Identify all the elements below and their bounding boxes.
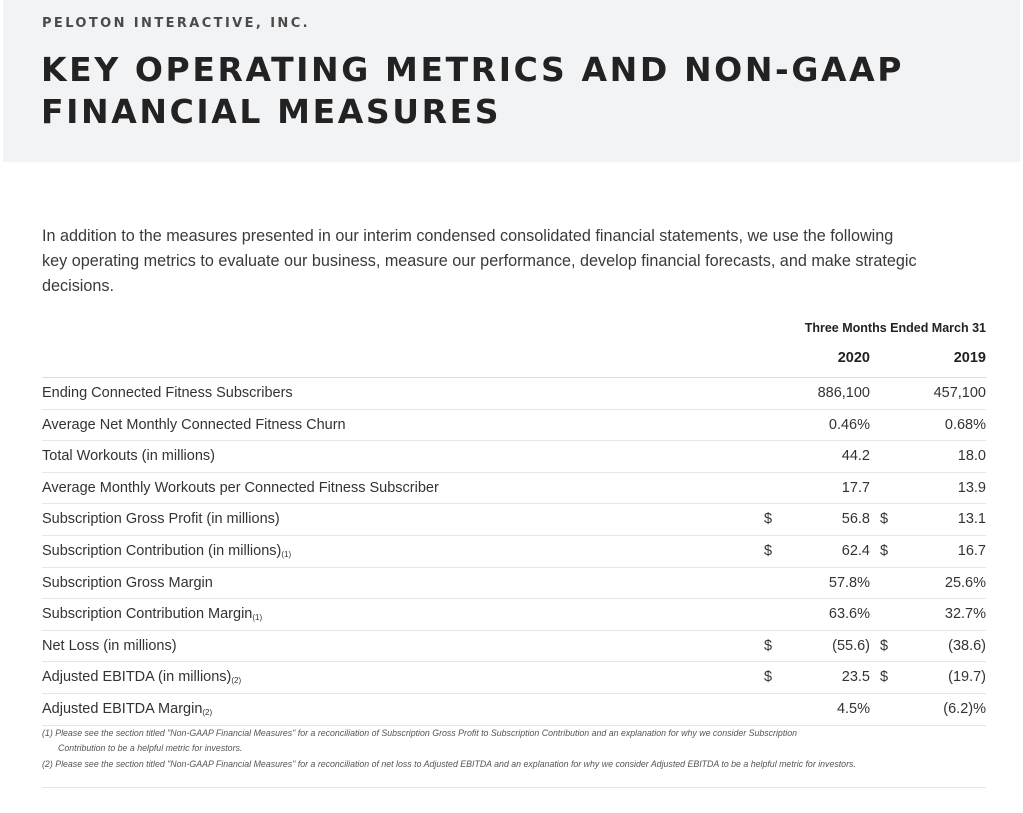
currency-2020: $ (764, 542, 773, 559)
currency-2019: $ (880, 637, 889, 654)
row-label (42, 417, 346, 433)
row-label-text: Total Workouts (in millions) (42, 448, 215, 465)
company-name: PELOTON INTERACTIVE, INC. (42, 16, 310, 31)
row-label (42, 638, 177, 654)
row-label (42, 480, 439, 496)
row-label-text: Subscription Gross Profit (in millions) (42, 511, 280, 528)
table-row (42, 662, 986, 694)
footnote-marker: (1) (281, 549, 292, 559)
row-label-text: Subscription Contribution Margin (42, 606, 253, 623)
table-row (42, 599, 986, 631)
currency-2020: $ (764, 511, 773, 528)
footnotes (42, 726, 986, 772)
row-label (42, 385, 293, 401)
year-header-2020: 2020 (837, 350, 870, 366)
table-body (42, 378, 986, 726)
value-2020: 886,100 (817, 385, 870, 401)
table-row (42, 631, 986, 663)
value-2019: 457,100 (933, 385, 986, 401)
value-2019: 18.0 (957, 448, 986, 465)
row-label (42, 511, 280, 527)
value-2020: 63.6% (828, 606, 870, 623)
value-2020: 4.5% (836, 700, 870, 717)
row-label (42, 448, 215, 464)
row-label (42, 606, 262, 622)
year-header-2019: 2019 (953, 350, 986, 366)
period-header: Three Months Ended March 31 (804, 321, 986, 335)
value-2019: 13.9 (957, 479, 986, 496)
table-row (42, 473, 986, 505)
value-2020: 17.7 (841, 479, 870, 496)
footnote-marker: (1) (252, 613, 263, 623)
currency-2020: $ (764, 637, 773, 654)
row-label (42, 543, 291, 559)
row-label (42, 669, 241, 685)
table-row (42, 410, 986, 442)
value-2019: 25.6% (944, 574, 986, 591)
table-row (42, 536, 986, 568)
value-2019: (19.7) (948, 669, 986, 686)
table-row (42, 504, 986, 536)
table-row (42, 378, 986, 410)
row-label-text: Average Monthly Workouts per Connected Fitness Subscriber (42, 479, 439, 496)
value-2019: 0.68% (944, 416, 986, 433)
value-2019: (38.6) (948, 637, 986, 654)
row-label-text: Subscription Gross Margin (42, 574, 213, 591)
value-2019: 13.1 (957, 511, 986, 528)
value-2020: 23.5 (841, 669, 870, 686)
intro-paragraph: In addition to the measures presented in our interim condensed consolidated financial statements, we use the following key operating metrics to evaluate our business, measure our performance, develop financial forecasts, and make strategic decisions. (42, 227, 917, 295)
value-2019: 32.7% (944, 606, 986, 623)
currency-2020: $ (764, 669, 773, 686)
footnote-marker: (2) (202, 707, 213, 717)
footnote-2: (2) Please see the section titled "Non-GAAP Financial Measures" for a reconciliation of net loss to Adjusted EBITDA and an explanation for why we consider Adjusted EBITDA to be a helpful metric for investors. (42, 759, 856, 769)
value-2020: 56.8 (841, 511, 870, 528)
table-row (42, 568, 986, 600)
currency-2019: $ (880, 542, 889, 559)
table-row (42, 694, 986, 726)
value-2020: 44.2 (841, 448, 870, 465)
row-label-text: Adjusted EBITDA Margin (42, 700, 203, 717)
bottom-divider (42, 787, 986, 788)
row-label-text: Ending Connected Fitness Subscribers (42, 385, 293, 401)
page-title: KEY OPERATING METRICS AND NON-GAAP FINANCIAL MEASURES (41, 50, 905, 131)
footnote-1 (42, 726, 986, 756)
currency-2019: $ (880, 669, 889, 686)
value-2020: 57.8% (828, 574, 870, 591)
value-2020: (55.6) (832, 637, 870, 654)
row-label-text: Average Net Monthly Connected Fitness Churn (42, 416, 346, 433)
value-2019: 16.7 (957, 542, 986, 559)
footnote-1-line-1: (1) Please see the section titled "Non-GAAP Financial Measures" for a reconciliation of Subscription Gross Profit to Subscription Contribution and an explanation for why we consider Subscription (42, 728, 798, 738)
row-label (42, 575, 213, 591)
value-2019: (6.2)% (943, 700, 986, 717)
value-2020: 0.46% (828, 416, 870, 433)
footnote-1-line-2: Contribution to be a helpful metric for investors. (58, 743, 243, 753)
row-label-text: Net Loss (in millions) (42, 637, 177, 654)
footnote-marker: (2) (231, 676, 242, 686)
row-label-text: Subscription Contribution (in millions) (42, 542, 282, 559)
table-row (42, 441, 986, 473)
currency-2019: $ (880, 511, 889, 528)
row-label (42, 701, 212, 717)
value-2020: 62.4 (841, 542, 870, 559)
row-label-text: Adjusted EBITDA (in millions) (42, 669, 232, 686)
